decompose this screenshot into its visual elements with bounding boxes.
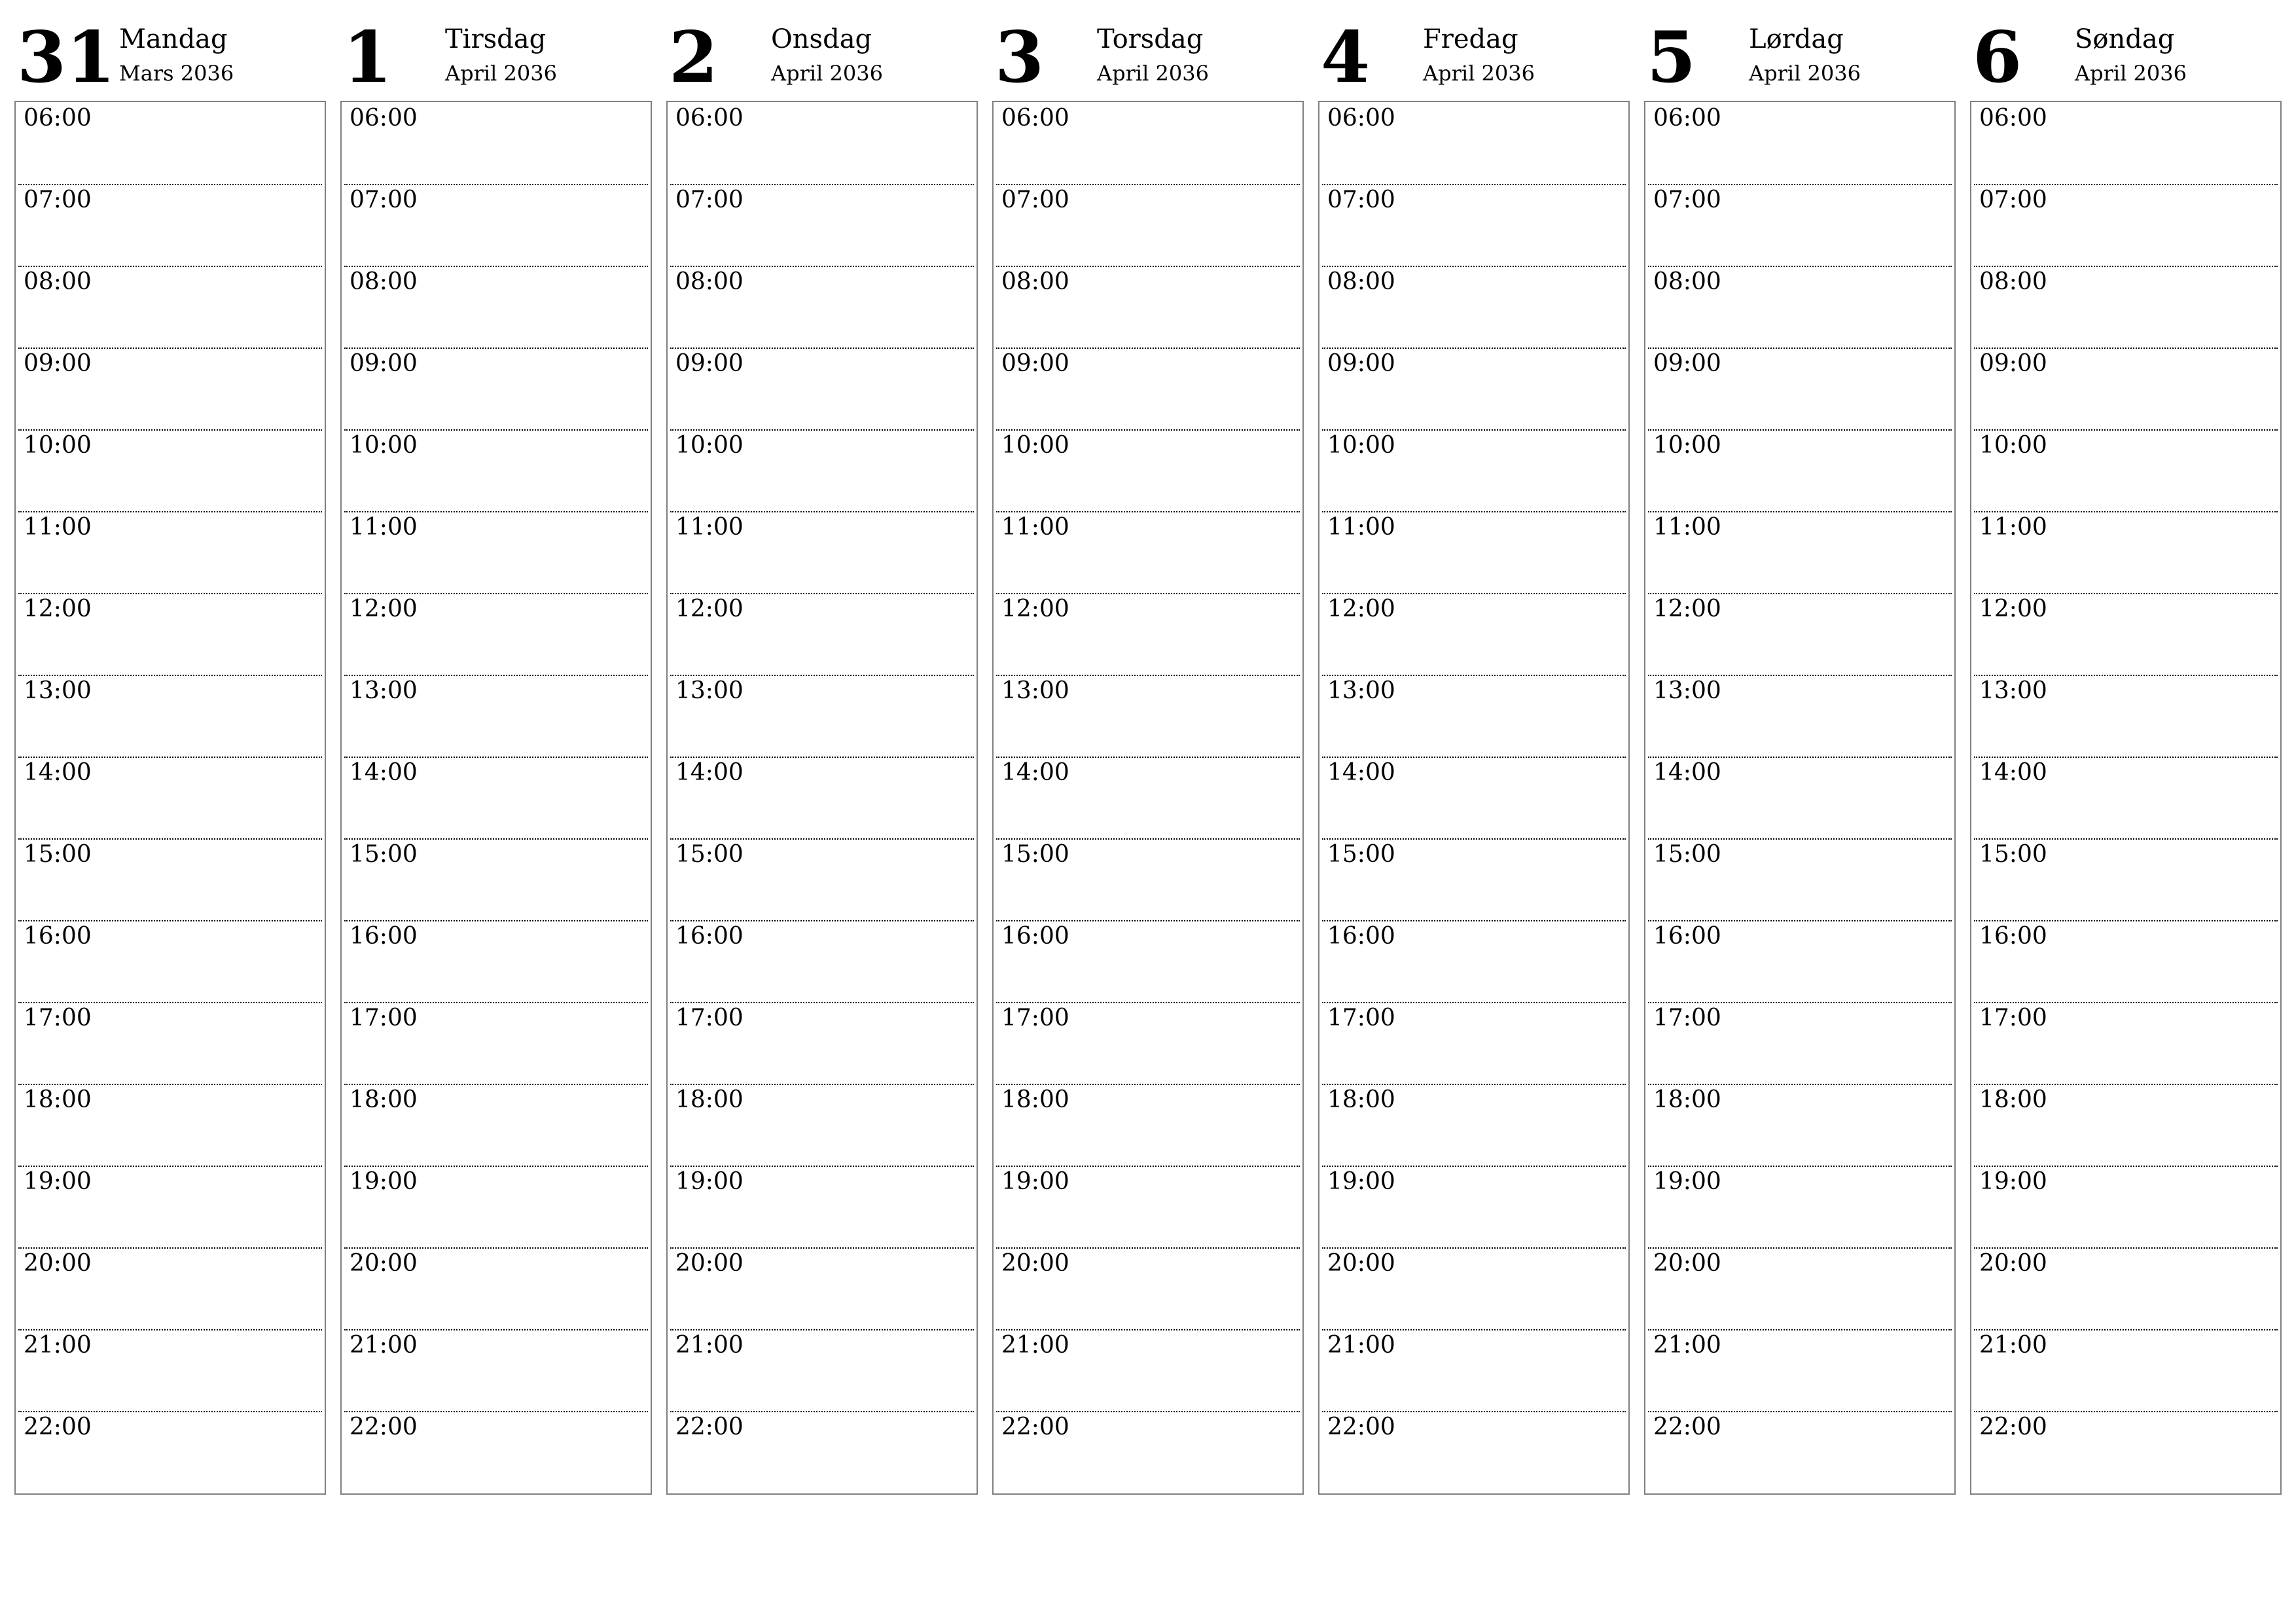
hour-label: 18:00 (675, 1086, 744, 1113)
hour-label: 14:00 (24, 759, 92, 786)
hour-slot[interactable] (1319, 429, 1628, 511)
hour-slot[interactable] (16, 757, 325, 838)
hour-slot[interactable] (342, 1084, 651, 1166)
hour-slot[interactable] (16, 675, 325, 757)
hour-slot[interactable] (342, 1166, 651, 1247)
hour-slot[interactable] (994, 920, 1302, 1002)
hour-slot[interactable] (994, 1166, 1302, 1247)
hour-label: 22:00 (1327, 1414, 1395, 1440)
hour-label: 19:00 (1327, 1168, 1395, 1195)
hour-label: 10:00 (1001, 432, 1069, 459)
hour-label: 14:00 (1653, 759, 1721, 786)
hour-label: 20:00 (350, 1250, 418, 1277)
hour-slot[interactable] (1971, 1166, 2280, 1247)
hour-slot[interactable] (1319, 593, 1628, 675)
hour-slot[interactable] (1971, 1247, 2280, 1329)
hour-label: 10:00 (1979, 432, 2047, 459)
month-year: April 2036 (2075, 61, 2187, 86)
day-column (1644, 0, 1956, 1499)
hour-slot[interactable] (1645, 1247, 1954, 1329)
day-number: 2 (669, 16, 719, 99)
hour-slot[interactable] (1319, 838, 1628, 920)
day-schedule-box (666, 101, 978, 1495)
hour-label: 19:00 (24, 1168, 92, 1195)
hour-label: 06:00 (350, 105, 418, 132)
hour-label: 09:00 (1001, 350, 1069, 377)
hour-label: 15:00 (1979, 841, 2047, 868)
hour-label: 15:00 (350, 841, 418, 868)
day-schedule-box (1970, 101, 2282, 1495)
hour-label: 07:00 (1653, 187, 1721, 213)
hour-label: 21:00 (675, 1332, 744, 1359)
hour-label: 22:00 (675, 1414, 744, 1440)
hour-slot[interactable] (16, 838, 325, 920)
hour-label: 14:00 (350, 759, 418, 786)
hour-slot[interactable] (1319, 102, 1628, 184)
day-number: 31 (17, 16, 116, 99)
hour-slot[interactable] (668, 511, 977, 593)
hour-label: 16:00 (1327, 923, 1395, 950)
hour-slot[interactable] (342, 348, 651, 429)
hour-label: 06:00 (24, 105, 92, 132)
hour-slot[interactable] (994, 102, 1302, 184)
weekday-name: Søndag (2075, 24, 2175, 54)
hour-slot[interactable] (1319, 1002, 1628, 1084)
hour-label: 11:00 (675, 514, 744, 541)
hour-label: 12:00 (24, 596, 92, 622)
hour-label: 16:00 (1979, 923, 2047, 950)
hour-label: 17:00 (675, 1005, 744, 1031)
hour-slot[interactable] (16, 184, 325, 266)
hour-slot[interactable] (342, 266, 651, 348)
day-column (14, 0, 326, 1499)
hour-slot[interactable] (1645, 1002, 1954, 1084)
hour-label: 06:00 (1001, 105, 1069, 132)
hour-label: 13:00 (675, 677, 744, 704)
hour-label: 15:00 (1001, 841, 1069, 868)
hour-slot[interactable] (1645, 920, 1954, 1002)
hour-slot[interactable] (668, 1411, 977, 1493)
hour-label: 18:00 (350, 1086, 418, 1113)
hour-slot[interactable] (16, 429, 325, 511)
hour-slot[interactable] (1319, 1166, 1628, 1247)
hour-slot[interactable] (1645, 757, 1954, 838)
hour-slot[interactable] (1971, 920, 2280, 1002)
hour-label: 19:00 (1001, 1168, 1069, 1195)
hour-label: 19:00 (675, 1168, 744, 1195)
hour-slot[interactable] (16, 1247, 325, 1329)
hour-label: 20:00 (1327, 1250, 1395, 1277)
hour-slot[interactable] (1971, 1084, 2280, 1166)
hour-label: 18:00 (1327, 1086, 1395, 1113)
hour-label: 12:00 (1653, 596, 1721, 622)
hour-label: 11:00 (24, 514, 92, 541)
hour-slot[interactable] (668, 1084, 977, 1166)
hour-slot[interactable] (994, 1084, 1302, 1166)
hour-slot[interactable] (342, 1247, 651, 1329)
hour-slot[interactable] (668, 920, 977, 1002)
hour-slot[interactable] (1971, 838, 2280, 920)
hour-label: 10:00 (1327, 432, 1395, 459)
hour-label: 19:00 (1653, 1168, 1721, 1195)
hour-slot[interactable] (1645, 511, 1954, 593)
hour-slot[interactable] (342, 511, 651, 593)
hour-label: 21:00 (24, 1332, 92, 1359)
month-year: Mars 2036 (119, 61, 234, 86)
hour-label: 17:00 (1001, 1005, 1069, 1031)
hour-label: 21:00 (1979, 1332, 2047, 1359)
hour-label: 22:00 (1001, 1414, 1069, 1440)
day-header (14, 0, 326, 98)
hour-label: 20:00 (1979, 1250, 2047, 1277)
hour-label: 14:00 (1979, 759, 2047, 786)
hour-slot[interactable] (1645, 1166, 1954, 1247)
hour-label: 08:00 (1001, 268, 1069, 295)
hour-label: 15:00 (1653, 841, 1721, 868)
hour-label: 15:00 (675, 841, 744, 868)
hour-label: 17:00 (1327, 1005, 1395, 1031)
hour-slot[interactable] (1319, 920, 1628, 1002)
hour-slot[interactable] (342, 920, 651, 1002)
day-header (992, 0, 1304, 98)
hour-slot[interactable] (1319, 675, 1628, 757)
hour-slot[interactable] (668, 1329, 977, 1411)
hour-slot[interactable] (1971, 348, 2280, 429)
hour-slot[interactable] (994, 1329, 1302, 1411)
hour-slot[interactable] (1645, 102, 1954, 184)
hour-label: 14:00 (675, 759, 744, 786)
hour-label: 22:00 (350, 1414, 418, 1440)
hour-slot[interactable] (1971, 675, 2280, 757)
hour-slot[interactable] (1645, 1411, 1954, 1493)
hour-label: 16:00 (350, 923, 418, 950)
hour-slot[interactable] (668, 593, 977, 675)
hour-slot[interactable] (1645, 593, 1954, 675)
day-header (1644, 0, 1956, 98)
hour-slot[interactable] (994, 1247, 1302, 1329)
hour-label: 21:00 (1653, 1332, 1721, 1359)
hour-slot[interactable] (994, 1411, 1302, 1493)
hour-slot[interactable] (1319, 757, 1628, 838)
hour-label: 17:00 (350, 1005, 418, 1031)
hour-label: 21:00 (1001, 1332, 1069, 1359)
hour-slot[interactable] (16, 102, 325, 184)
weekday-name: Tirsdag (445, 24, 547, 54)
month-year: April 2036 (1749, 61, 1861, 86)
hour-label: 10:00 (1653, 432, 1721, 459)
hour-label: 19:00 (350, 1168, 418, 1195)
hour-label: 13:00 (350, 677, 418, 704)
hour-label: 06:00 (1653, 105, 1721, 132)
hour-slot[interactable] (16, 1002, 325, 1084)
hour-slot[interactable] (994, 429, 1302, 511)
month-year: April 2036 (1423, 61, 1535, 86)
hour-slot[interactable] (1971, 1002, 2280, 1084)
hour-label: 15:00 (24, 841, 92, 868)
hour-slot[interactable] (668, 102, 977, 184)
hour-slot[interactable] (342, 593, 651, 675)
hour-slot[interactable] (1645, 184, 1954, 266)
hour-slot[interactable] (1645, 1329, 1954, 1411)
hour-label: 21:00 (1327, 1332, 1395, 1359)
day-schedule-box (992, 101, 1304, 1495)
hour-slot[interactable] (1971, 184, 2280, 266)
hour-label: 12:00 (350, 596, 418, 622)
hour-label: 10:00 (350, 432, 418, 459)
hour-slot[interactable] (1319, 1329, 1628, 1411)
hour-label: 08:00 (350, 268, 418, 295)
month-year: April 2036 (1097, 61, 1209, 86)
hour-label: 08:00 (24, 268, 92, 295)
hour-label: 10:00 (675, 432, 744, 459)
hour-slot[interactable] (16, 1166, 325, 1247)
hour-label: 14:00 (1001, 759, 1069, 786)
hour-slot[interactable] (1645, 266, 1954, 348)
day-column (1970, 0, 2282, 1499)
day-schedule-box (1318, 101, 1630, 1495)
hour-slot[interactable] (16, 1329, 325, 1411)
day-header (1318, 0, 1630, 98)
hour-label: 12:00 (1979, 596, 2047, 622)
hour-slot[interactable] (1971, 266, 2280, 348)
day-header (340, 0, 652, 98)
hour-slot[interactable] (342, 1002, 651, 1084)
hour-slot[interactable] (342, 1411, 651, 1493)
hour-label: 07:00 (675, 187, 744, 213)
hour-label: 09:00 (24, 350, 92, 377)
hour-slot[interactable] (1645, 429, 1954, 511)
day-number: 6 (1973, 16, 2022, 99)
hour-label: 11:00 (350, 514, 418, 541)
day-column (1318, 0, 1630, 1499)
hour-slot[interactable] (668, 266, 977, 348)
hour-label: 12:00 (1327, 596, 1395, 622)
hour-slot[interactable] (342, 757, 651, 838)
hour-slot[interactable] (668, 1247, 977, 1329)
hour-slot[interactable] (342, 838, 651, 920)
hour-slot[interactable] (1319, 511, 1628, 593)
hour-label: 07:00 (1979, 187, 2047, 213)
hour-label: 09:00 (1653, 350, 1721, 377)
hour-slot[interactable] (1645, 838, 1954, 920)
hour-slot[interactable] (1971, 429, 2280, 511)
weekday-name: Lørdag (1749, 24, 1844, 54)
hour-slot[interactable] (994, 266, 1302, 348)
hour-label: 16:00 (24, 923, 92, 950)
hour-label: 20:00 (1653, 1250, 1721, 1277)
hour-slot[interactable] (1971, 511, 2280, 593)
day-schedule-box (340, 101, 652, 1495)
hour-label: 14:00 (1327, 759, 1395, 786)
hour-slot[interactable] (1319, 348, 1628, 429)
hour-slot[interactable] (668, 429, 977, 511)
hour-slot[interactable] (668, 757, 977, 838)
day-number: 1 (343, 16, 393, 99)
day-number: 5 (1647, 16, 1696, 99)
hour-slot[interactable] (16, 1084, 325, 1166)
hour-slot[interactable] (16, 593, 325, 675)
day-schedule-box (14, 101, 326, 1495)
hour-label: 09:00 (1327, 350, 1395, 377)
hour-label: 20:00 (1001, 1250, 1069, 1277)
month-year: April 2036 (445, 61, 557, 86)
hour-slot[interactable] (668, 1166, 977, 1247)
day-number: 3 (995, 16, 1045, 99)
hour-label: 21:00 (350, 1332, 418, 1359)
hour-slot[interactable] (994, 1002, 1302, 1084)
hour-slot[interactable] (1971, 1329, 2280, 1411)
hour-slot[interactable] (16, 348, 325, 429)
hour-label: 18:00 (1653, 1086, 1721, 1113)
hour-label: 13:00 (1653, 677, 1721, 704)
hour-slot[interactable] (1319, 1411, 1628, 1493)
day-header (666, 0, 978, 98)
hour-label: 06:00 (675, 105, 744, 132)
hour-label: 20:00 (675, 1250, 744, 1277)
hour-label: 22:00 (1979, 1414, 2047, 1440)
hour-slot[interactable] (16, 1411, 325, 1493)
hour-label: 22:00 (1653, 1414, 1721, 1440)
hour-slot[interactable] (994, 593, 1302, 675)
hour-label: 08:00 (1653, 268, 1721, 295)
hour-slot[interactable] (1645, 348, 1954, 429)
day-column (666, 0, 978, 1499)
hour-slot[interactable] (1971, 757, 2280, 838)
hour-slot[interactable] (1971, 1411, 2280, 1493)
hour-label: 12:00 (1001, 596, 1069, 622)
hour-slot[interactable] (16, 266, 325, 348)
weekday-name: Mandag (119, 24, 228, 54)
hour-label: 20:00 (24, 1250, 92, 1277)
hour-slot[interactable] (994, 184, 1302, 266)
month-year: April 2036 (771, 61, 883, 86)
hour-slot[interactable] (668, 348, 977, 429)
hour-label: 08:00 (1327, 268, 1395, 295)
hour-slot[interactable] (1971, 593, 2280, 675)
hour-label: 11:00 (1653, 514, 1721, 541)
hour-label: 06:00 (1327, 105, 1395, 132)
hour-label: 07:00 (1327, 187, 1395, 213)
hour-label: 19:00 (1979, 1168, 2047, 1195)
hour-slot[interactable] (1319, 184, 1628, 266)
hour-label: 13:00 (24, 677, 92, 704)
hour-label: 13:00 (1001, 677, 1069, 704)
hour-slot[interactable] (668, 184, 977, 266)
day-header (1970, 0, 2282, 98)
hour-slot[interactable] (16, 511, 325, 593)
hour-slot[interactable] (668, 838, 977, 920)
hour-label: 09:00 (350, 350, 418, 377)
hour-slot[interactable] (668, 675, 977, 757)
hour-slot[interactable] (668, 1002, 977, 1084)
hour-label: 18:00 (1979, 1086, 2047, 1113)
hour-slot[interactable] (342, 184, 651, 266)
hour-label: 16:00 (1001, 923, 1069, 950)
weekday-name: Torsdag (1097, 24, 1204, 54)
hour-slot[interactable] (994, 511, 1302, 593)
hour-slot[interactable] (342, 102, 651, 184)
hour-label: 08:00 (675, 268, 744, 295)
weekday-name: Fredag (1423, 24, 1518, 54)
hour-label: 09:00 (1979, 350, 2047, 377)
hour-label: 15:00 (1327, 841, 1395, 868)
hour-label: 12:00 (675, 596, 744, 622)
hour-label: 13:00 (1979, 677, 2047, 704)
hour-label: 18:00 (1001, 1086, 1069, 1113)
hour-slot[interactable] (342, 1329, 651, 1411)
hour-label: 09:00 (675, 350, 744, 377)
hour-label: 11:00 (1979, 514, 2047, 541)
weekday-name: Onsdag (771, 24, 872, 54)
hour-label: 10:00 (24, 432, 92, 459)
hour-label: 18:00 (24, 1086, 92, 1113)
hour-label: 17:00 (1979, 1005, 2047, 1031)
hour-label: 07:00 (350, 187, 418, 213)
day-schedule-box (1644, 101, 1956, 1495)
hour-label: 06:00 (1979, 105, 2047, 132)
hour-label: 13:00 (1327, 677, 1395, 704)
hour-label: 17:00 (1653, 1005, 1721, 1031)
hour-slot[interactable] (1319, 266, 1628, 348)
hour-slot[interactable] (16, 920, 325, 1002)
hour-label: 22:00 (24, 1414, 92, 1440)
hour-label: 11:00 (1327, 514, 1395, 541)
hour-label: 16:00 (675, 923, 744, 950)
hour-label: 16:00 (1653, 923, 1721, 950)
hour-slot[interactable] (1645, 675, 1954, 757)
day-number: 4 (1321, 16, 1371, 99)
hour-slot[interactable] (342, 429, 651, 511)
hour-label: 17:00 (24, 1005, 92, 1031)
hour-slot[interactable] (342, 675, 651, 757)
hour-label: 07:00 (1001, 187, 1069, 213)
hour-slot[interactable] (994, 838, 1302, 920)
hour-slot[interactable] (1645, 1084, 1954, 1166)
hour-slot[interactable] (994, 675, 1302, 757)
day-column (340, 0, 652, 1499)
hour-slot[interactable] (994, 348, 1302, 429)
hour-slot[interactable] (994, 757, 1302, 838)
weekly-planner (14, 0, 2282, 1499)
hour-label: 08:00 (1979, 268, 2047, 295)
hour-slot[interactable] (1319, 1247, 1628, 1329)
day-column (992, 0, 1304, 1499)
hour-slot[interactable] (1319, 1084, 1628, 1166)
hour-slot[interactable] (1971, 102, 2280, 184)
hour-label: 07:00 (24, 187, 92, 213)
hour-label: 11:00 (1001, 514, 1069, 541)
